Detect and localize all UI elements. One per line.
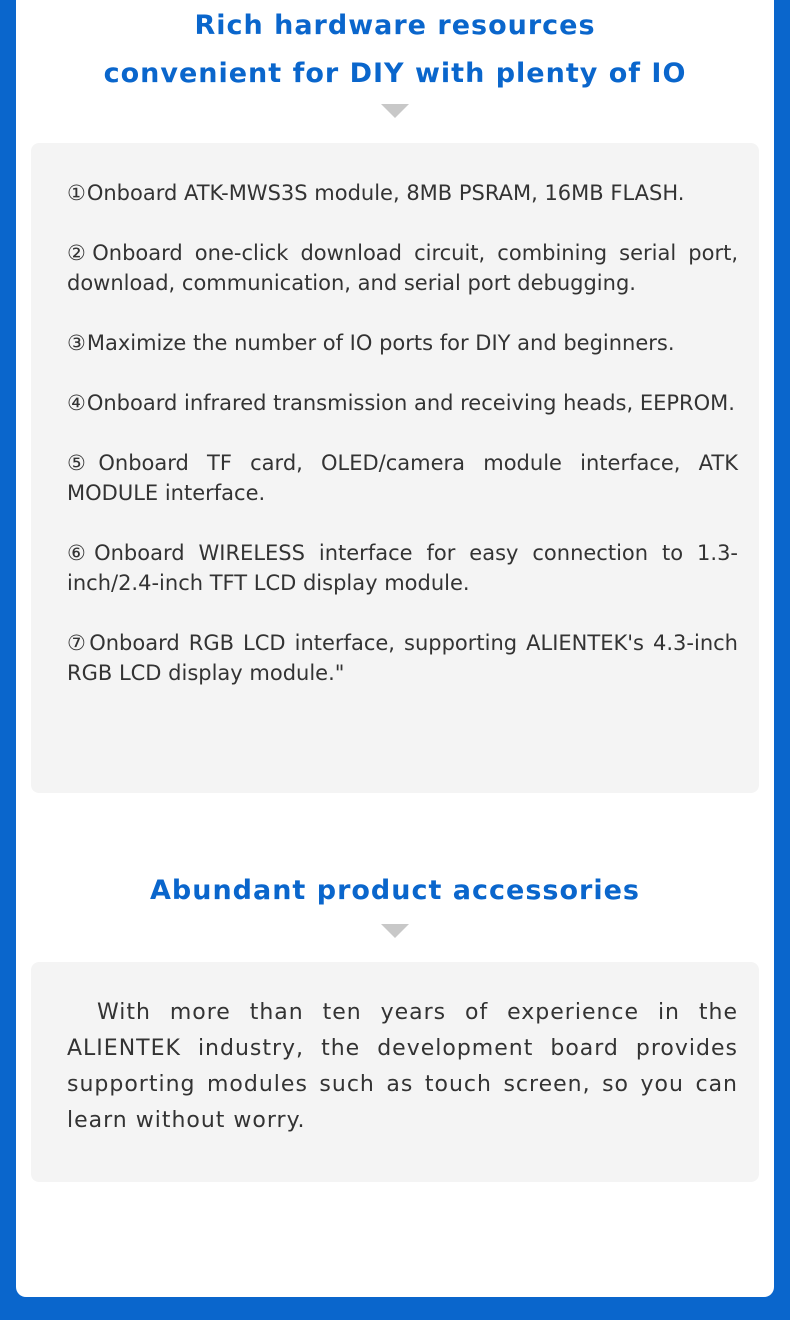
feature-text: Onboard WIRELESS interface for easy connection to 1.3-inch/2.4-inch TFT LCD display module. bbox=[67, 541, 739, 595]
feature-number: ⑤ bbox=[67, 451, 98, 475]
feature-item-5 bbox=[67, 448, 738, 508]
section2-title: Abundant product accessories bbox=[150, 875, 640, 906]
feature-item-6 bbox=[67, 538, 738, 598]
feature-number: ③ bbox=[67, 331, 86, 355]
content-panel bbox=[16, 0, 774, 1297]
feature-number: ① bbox=[67, 181, 86, 205]
feature-item-1 bbox=[67, 178, 738, 208]
section1-title bbox=[16, 2, 774, 98]
feature-text: Onboard one-click download circuit, combining serial port, download, communication, and serial port debugging. bbox=[67, 241, 739, 295]
accessories-card bbox=[31, 962, 759, 1182]
feature-number: ⑦ bbox=[67, 631, 89, 655]
feature-text: Onboard ATK-MWS3S module, 8MB PSRAM, 16MB FLASH. bbox=[86, 181, 685, 205]
feature-text: Onboard infrared transmission and receiving heads, EEPROM. bbox=[86, 391, 735, 415]
feature-number: ⑥ bbox=[67, 541, 94, 565]
section1-title-line-2: convenient for DIY with plenty of IO bbox=[103, 58, 687, 89]
feature-number: ④ bbox=[67, 391, 86, 415]
feature-text: Maximize the number of IO ports for DIY and beginners. bbox=[86, 331, 675, 355]
feature-text: Onboard RGB LCD interface, supporting ALIENTEK's 4.3-inch RGB LCD display module." bbox=[67, 631, 738, 685]
feature-number: ② bbox=[67, 241, 92, 265]
features-card bbox=[31, 143, 759, 793]
accessories-paragraph: With more than ten years of experience in the ALIENTEK industry, the development board provides supporting modules such as touch screen, so you can learn without worry. bbox=[67, 1000, 738, 1133]
feature-item-3 bbox=[67, 328, 738, 358]
section1-title-line-1: Rich hardware resources bbox=[194, 10, 596, 41]
feature-text: Onboard TF card, OLED/camera module interface, ATK MODULE interface. bbox=[67, 451, 739, 505]
feature-item-2 bbox=[67, 238, 738, 298]
chevron-down-icon bbox=[381, 104, 409, 118]
feature-item-7 bbox=[67, 628, 738, 688]
feature-item-4 bbox=[67, 388, 738, 418]
chevron-down-icon bbox=[381, 924, 409, 938]
